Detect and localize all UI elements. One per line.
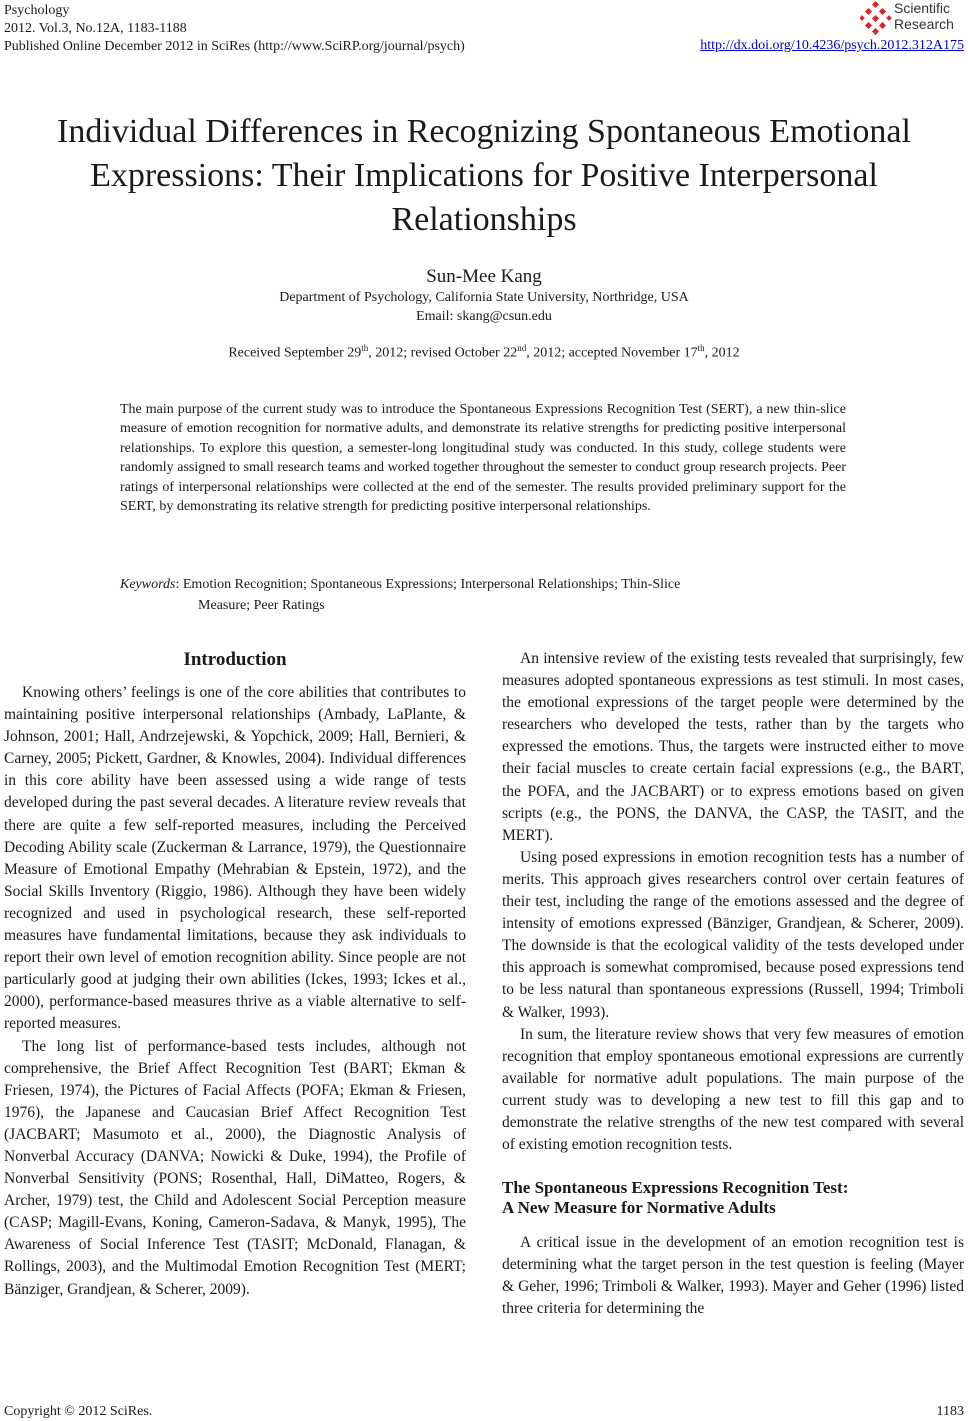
body-left-column [4, 648, 466, 1301]
keywords-list: : Emotion Recognition; Spontaneous Expressions; Interpersonal Relationships; Thin-Slice [175, 577, 681, 592]
page-number: 1183 [936, 1404, 964, 1419]
keywords-list-cont: Measure; Peer Ratings [198, 598, 325, 613]
scientific-research-logo-icon [860, 1, 892, 35]
journal-header [4, 2, 465, 56]
abstract: The main purpose of the current study was to introduce the Spontaneous Expressions Recognition Test (SERT), a new thin-slice measure of emotion recognition for normative adults, and demonstrate its relative strengths for predicting positive interpersonal relationships. To explore this question, a semester-long longitudinal study was conducted. In this study, college students were randomly assigned to small research teams and worked together throughout the semester to conduct group research projects. Peer ratings of interpersonal relationships were collected at the end of the semester. The results provided preliminary support for the SERT, by demonstrating its relative strength for predicting positive interpersonal relationships. [120, 402, 846, 515]
paragraph: The long list of performance-based tests includes, although not comprehensive, the Brief Affect Recognition Test (BART; Ekman & Friesen, 1974), the Pictures of Facial Affects (POFA; Ekman & Friesen, 1976), the Japanese and Caucasian Brief Affect Recognition Test (JACBART; Masumoto et al., 2000), the Diagnostic Analysis of Nonverbal Accuracy (DANVA; Nowicki & Duke, 1994), the Profile of Nonverbal Sensitivity (PONS; Rosenthal, Hall, DiMatteo, Rogers, & Archer, 1979) test, the Child and Adolescent Social Perception measure (CASP; Magill-Evans, Koning, Cameron-Sadava, & Manyk, 1995), The Awareness of Social Inference Test (TASIT; McDonald, Flanagan, & Rollings, 2003), and the Multimodal Emotion Recognition Test (MERT; Bänziger, Grandjean, & Scherer, 2009). [4, 1037, 466, 1298]
paragraph: A critical issue in the development of an emotion recognition test is determining what the target person in the test question is feeling (Mayer & Geher, 1996; Trimboli & Walker, 1993). Mayer and Geher (1996) listed three criteria for determining the [502, 1234, 964, 1318]
received-dates: Received September 29th, 2012; revised October 22nd, 2012; accepted November 17th, 2012 [228, 343, 740, 361]
paragraph: An intensive review of the existing tests revealed that surprisingly, few measures adopted spontaneous expressions as test stimuli. In most cases, the emotional expressions of the target people were determined by the researchers who developed the tests, rather than by the targets who expressed the emotions. Thus, the targets were instructed either to move their facial muscles to create certain facial expressions (e.g., the BART, the POFA, and the JACBART) or to express emotions based on given scripts (e.g., the PONS, the DANVA, the CASP, the TASIT, and the MERT). [502, 650, 964, 844]
journal-name: Psychology [4, 3, 70, 18]
copyright: Copyright © 2012 SciRes. [4, 1404, 153, 1419]
body-right-column [502, 648, 964, 1321]
author-email: Email: skang@csun.edu [416, 309, 552, 324]
author-name: Sun-Mee Kang [426, 266, 542, 287]
paper-title: Individual Differences in Recognizing Spontaneous Emotional Expressions: Their Implications for Positive Interpersonal Relationships [57, 113, 911, 238]
section-heading: The Spontaneous Expressions Recognition Test: A New Measure for Normative Adults [502, 1178, 849, 1218]
keywords [120, 574, 846, 616]
publisher-logo [860, 0, 962, 36]
logo-text: Scientific Research [894, 0, 954, 32]
paragraph: Knowing others’ feelings is one of the core abilities that contributes to maintaining positive interpersonal relationships (Ambady, LaPlante, & Johnson, 2001; Hall, Andrzejewski, & Yopchick, 2009; Hall, Bernieri, & Carney, 2005; Pickett, Gardner, & Knowles, 2004). Individual differences in this core ability have been assessed using a wide range of tests developed during the past several decades. A literature review reveals that there are quite a few self-reported measures, including the Perceived Decoding Ability scale (Zuckerman & Larrance, 1979), the Questionnaire Measure of Emotional Empathy (Mehrabian & Epstein, 1972), and the Social Skills Inventory (Riggio, 1986). Although they have been widely recognized and used in psychological research, these self-reported measures have fundamental limitations, because they ask individuals to report their own level of emotion recognition ability. Since people are not particularly good at judging their own abilities (Ickes, 1993; Ickes et al., 2000), performance-based measures thrive as a viable alternative to self-reported measures. [4, 684, 466, 1033]
author-affiliation: Department of Psychology, California State University, Northridge, USA [279, 290, 689, 305]
introduction-heading: Introduction [183, 649, 287, 670]
paragraph: Using posed expressions in emotion recognition tests has a number of merits. This approach gives researchers control over certain features of their test, including the range of the emotions assessed and the degree of intensity of emotions expressed (Bänziger, Grandjean, & Scherer, 2009). The downside is that the ecological validity of the tests developed under this approach is somewhat compromised, because posed expressions tend to be less natural than spontaneous expressions (Russell, 1994; Trimboli & Walker, 1993). [502, 848, 964, 1021]
journal-volume: 2012. Vol.3, No.12A, 1183-1188 [4, 21, 187, 36]
doi-link[interactable]: http://dx.doi.org/10.4236/psych.2012.312A175 [700, 38, 964, 53]
keywords-label: Keywords [120, 577, 176, 592]
publication-info: Published Online December 2012 in SciRes (http://www.SciRP.org/journal/psych) [4, 39, 465, 54]
paragraph: In sum, the literature review shows that very few measures of emotion recognition that employ spontaneous emotional expressions are currently available for normative adult populations. The main purpose of the current study was to developing a new test to fill this gap and to demonstrate the relative strengths of the new test compared with several of existing emotion recognition tests. [502, 1025, 964, 1154]
